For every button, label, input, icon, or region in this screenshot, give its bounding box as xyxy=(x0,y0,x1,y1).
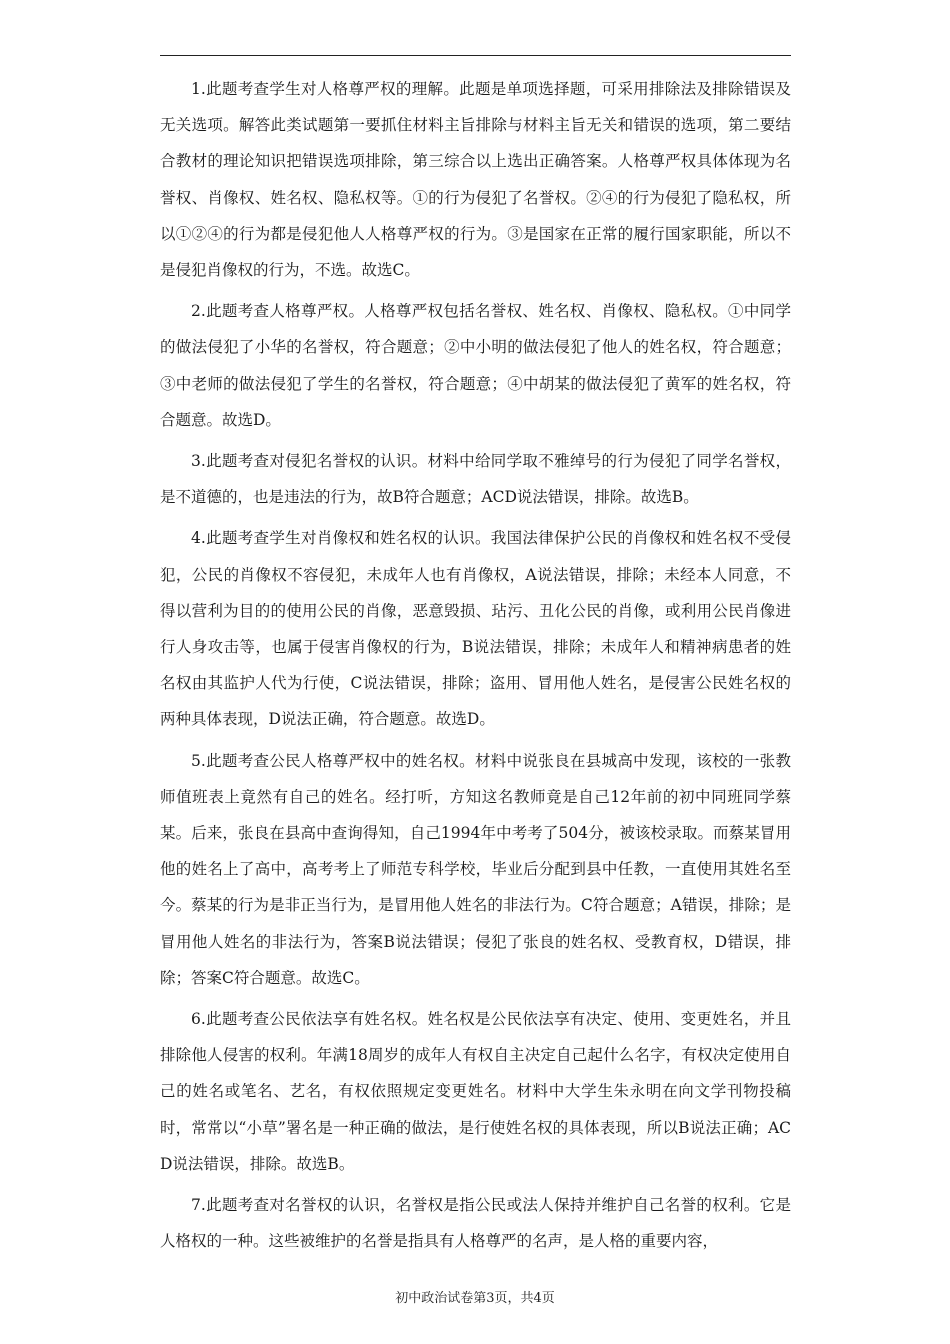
header-rule xyxy=(160,55,791,56)
explanation-paragraph-3: 3.此题考查对侵犯名誉权的认识。材料中给同学取不雅绰号的行为侵犯了同学名誉权，是不道德的，也是违法的行为，故B符合题意；ACD说法错误，排除。故选B。 xyxy=(160,452,791,507)
answer-explanations xyxy=(160,71,791,1265)
explanation-paragraph-4: 4.此题考查学生对肖像权和姓名权的认识。我国法律保护公民的肖像权和姓名权不受侵犯，公民的肖像权不容侵犯，未成年人也有肖像权，A说法错误，排除；未经本人同意，不得以营利为目的的使用公民的肖像，恶意毁损、玷污、丑化公民的肖像，或利用公民肖像进行人身攻击等，也属于侵害肖像权的行为，B说法错误，排除；未成年人和精神病患者的姓名权由其监护人代为行使，C说法错误，排除；盗用、冒用他人姓名，是侵害公民姓名权的两种具体表现，D说法正确，符合题意。故选D。 xyxy=(160,529,791,729)
explanation-paragraph-1: 1.此题考查学生对人格尊严权的理解。此题是单项选择题，可采用排除法及排除错误及无关选项。解答此类试题第一要抓住材料主旨排除与材料主旨无关和错误的选项，第二要结合教材的理论知识把错误选项排除，第三综合以上选出正确答案。人格尊严权具体体现为名誉权、肖像权、姓名权、隐私权等。①的行为侵犯了名誉权。②④的行为侵犯了隐私权，所以①②④的行为都是侵犯他人人格尊严权的行为。③是国家在正常的履行国家职能，所以不是侵犯肖像权的行为，不选。故选C。 xyxy=(160,80,791,280)
explanation-paragraph-5: 5.此题考查公民人格尊严权中的姓名权。材料中说张良在县城高中发现，该校的一张教师值班表上竟然有自己的姓名。经打听，方知这名教师竟是自己12年前的初中同班同学蔡某。后来，张良在县高中查询得知，自己1994年中考考了504分，被该校录取。而蔡某冒用他的姓名上了高中，高考考上了师范专科学校，毕业后分配到县中任教，一直使用其姓名至今。蔡某的行为是非正当行为，是冒用他人姓名的非法行为。C符合题意；A错误，排除；是冒用他人姓名的非法行为，答案B说法错误；侵犯了张良的姓名权、受教育权，D错误，排除；答案C符合题意。故选C。 xyxy=(160,751,791,987)
explanation-paragraph-6: 6.此题考查公民依法享有姓名权。姓名权是公民依法享有决定、使用、变更姓名，并且排除他人侵害的权利。年满18周岁的成年人有权自主决定自己起什么名字，有权决定使用自己的姓名或笔名、艺名，有权依照规定变更姓名。材料中大学生朱永明在向文学刊物投稿时，常常以“小草”署名是一种正确的做法，是行使姓名权的具体表现，所以B说法正确；ACD说法错误，排除。故选B。 xyxy=(160,1010,791,1173)
explanation-paragraph-2: 2.此题考查人格尊严权。人格尊严权包括名誉权、姓名权、肖像权、隐私权。①中同学的做法侵犯了小华的名誉权，符合题意；②中小明的做法侵犯了他人的姓名权，符合题意；③中老师的做法侵犯了学生的名誉权，符合题意；④中胡某的做法侵犯了黄军的姓名权，符合题意。故选D。 xyxy=(160,302,791,429)
explanation-paragraph-7: 7.此题考查对名誉权的认识，名誉权是指公民或法人保持并维护自己名誉的权利。它是人格权的一种。这些被维护的名誉是指具有人格尊严的名声，是人格的重要内容， xyxy=(160,1196,791,1251)
page-footer: 初中政治试卷第3页，共4页 xyxy=(395,1291,555,1306)
